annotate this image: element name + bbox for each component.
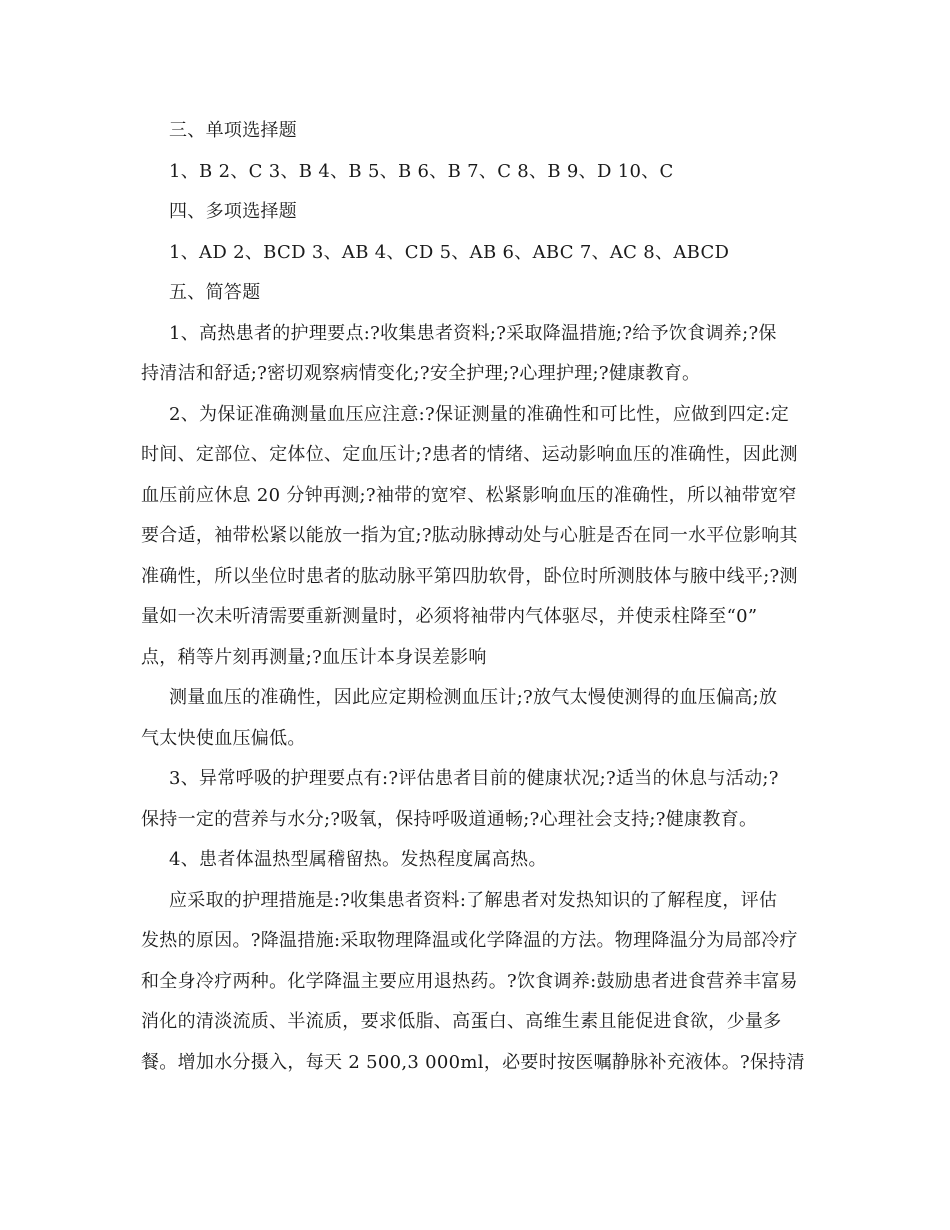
- text-line-q2-l6: 量如一次未听清需要重新测量时，必须将袖带内气体驱尽，并使汞柱降至“0”: [141, 606, 758, 627]
- text-line-q2-l9: 气太快使血压偏低。: [141, 727, 306, 749]
- text-line-ans-multi: 1、AD 2、BCD 3、AB 4、CD 5、AB 6、ABC 7、AC 8、ABCD: [169, 241, 730, 263]
- text-line-q2-l1: 2、为保证准确测量血压应注意:?保证测量的准确性和可比性，应做到四定:定: [169, 403, 790, 425]
- text-line-q4-l5: 消化的清淡流质、半流质，要求低脂、高蛋白、高维生素且能促进食欲，少量多: [141, 1011, 782, 1032]
- text-line-q2-l5: 准确性，所以坐位时患者的肱动脉平第四肋软骨，卧位时所测肢体与腋中线平;?测: [141, 565, 798, 587]
- document-body: [141, 111, 821, 1083]
- text-line-q4-l6: 餐。增加水分摄入，每天 2 500,3 000ml，必要时按医嘱静脉补充液体。?保持清: [141, 1051, 805, 1073]
- text-line-q4-l1: 4、患者体温热型属稽留热。发热程度属高热。: [169, 849, 547, 870]
- text-line-q1-l1: 1、高热患者的护理要点:?收集患者资料;?采取降温措施;?给予饮食调养;?保: [169, 322, 777, 344]
- text-line-h3: 三、单项选择题: [169, 120, 298, 141]
- text-line-q4-l2: 应采取的护理措施是:?收集患者资料:了解患者对发热知识的了解程度，评估: [169, 889, 778, 911]
- text-line-ans-single: 1、B 2、C 3、B 4、B 5、B 6、B 7、C 8、B 9、D 10、C: [169, 160, 674, 182]
- text-line-h4: 四、多项选择题: [169, 201, 298, 222]
- text-line-q2-l2: 时间、定部位、定体位、定血压计;?患者的情绪、运动影响血压的准确性，因此测: [141, 444, 798, 465]
- text-line-q2-l8: 测量血压的准确性，因此应定期检测血压计;?放气太慢使测得的血压偏高;放: [169, 687, 778, 708]
- text-line-q2-l4: 要合适，袖带松紧以能放一指为宜;?肱动脉搏动处与心脏是否在同一水平位影响其: [141, 525, 798, 546]
- text-line-h5: 五、简答题: [169, 282, 261, 303]
- text-line-q2-l7: 点，稍等片刻再测量;?血压计本身误差影响: [141, 646, 487, 668]
- text-line-q3-l1: 3、异常呼吸的护理要点有:?评估患者目前的健康状况;?适当的休息与活动;?: [169, 768, 779, 789]
- text-line-q3-l2: 保持一定的营养与水分;?吸氧，保持呼吸道通畅;?心理社会支持;?健康教育。: [141, 808, 758, 830]
- text-line-q2-l3: 血压前应休息 20 分钟再测;?袖带的宽窄、松紧影响血压的准确性，所以袖带宽窄: [141, 484, 797, 506]
- text-line-q4-l3: 发热的原因。?降温措施:采取物理降温或化学降温的方法。物理降温分为局部冷疗: [141, 930, 798, 951]
- text-line-q1-l2: 持清洁和舒适;?密切观察病情变化;?安全护理;?心理护理;?健康教育。: [141, 363, 701, 384]
- text-line-q4-l4: 和全身冷疗两种。化学降温主要应用退热药。?饮食调养:鼓励患者进食营养丰富易: [141, 970, 798, 992]
